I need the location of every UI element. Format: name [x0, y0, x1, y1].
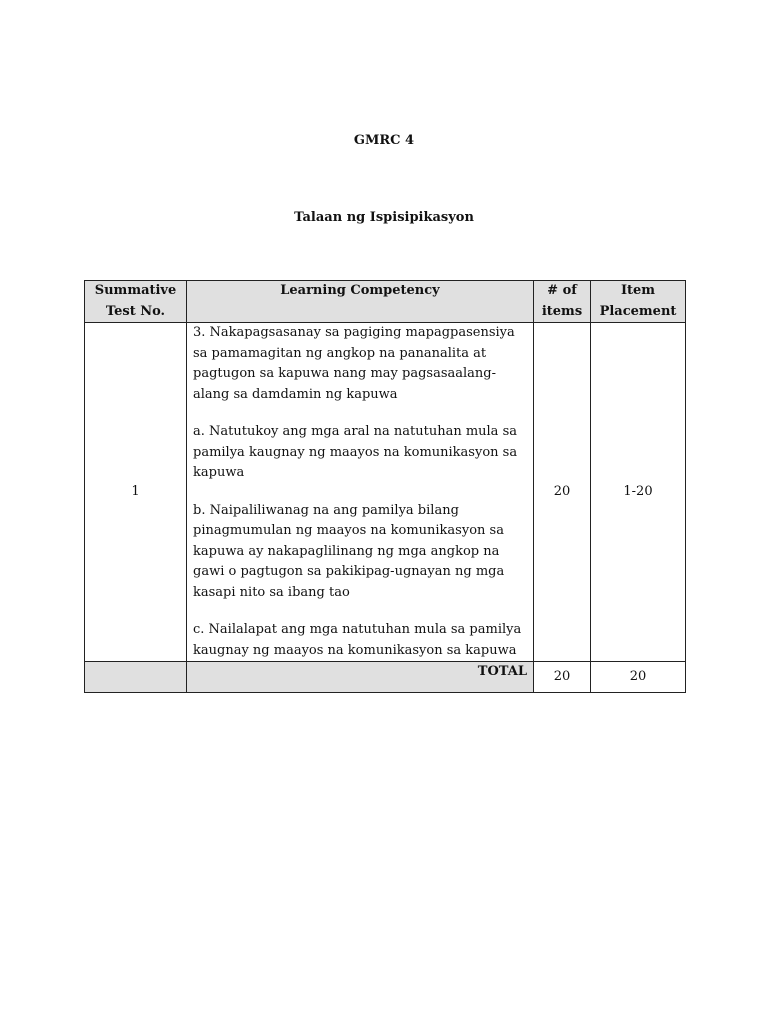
total-row [85, 662, 686, 693]
competency-a: a. Natutukoy ang mga aral na natutuhan mula sa pamilya kaugnay ng maayos na komunikasyon sa kapuwa [193, 424, 518, 480]
competency-b: b. Naipaliliwanag na ang pamilya bilang pinagmumulan ng maayos na komunikasyon sa kapuwa ay nakapaglilinang ng mga angkop na gawi o pagtugon sa pakikipag-ugnayan ng mga kasapi nito sa ibang tao [193, 502, 505, 600]
items-cell: 20 [534, 323, 591, 662]
table-row [85, 323, 686, 662]
header-item-placement: Item Placement [591, 281, 686, 323]
total-placement: 20 [591, 662, 686, 693]
total-empty-cell [85, 662, 187, 693]
competency-cell [187, 323, 534, 662]
document-title: GMRC 4 [353, 133, 415, 148]
competency-main: 3. Nakapagsasanay sa pagiging mapagpasensiya sa pamamagitan ng angkop na pananalita at pagtugon sa kapuwa nang may pagsasaalang-alang sa damdamin ng kapuwa [193, 325, 515, 402]
total-label: TOTAL [187, 662, 534, 693]
test-no-cell: 1 [85, 323, 187, 662]
header-test-no: Summative Test No. [85, 281, 187, 323]
total-items: 20 [534, 662, 591, 693]
document-subtitle: Talaan ng Ispisipikasyon [294, 210, 474, 225]
header-num-items: # of items [534, 281, 591, 323]
table-header-row [85, 281, 686, 323]
specification-table [84, 280, 686, 693]
competency-c: c. Nailalapat ang mga natutuhan mula sa pamilya kaugnay ng maayos na komunikasyon sa kapuwa [193, 622, 522, 658]
placement-cell: 1-20 [591, 323, 686, 662]
header-learning-competency: Learning Competency [187, 281, 534, 323]
